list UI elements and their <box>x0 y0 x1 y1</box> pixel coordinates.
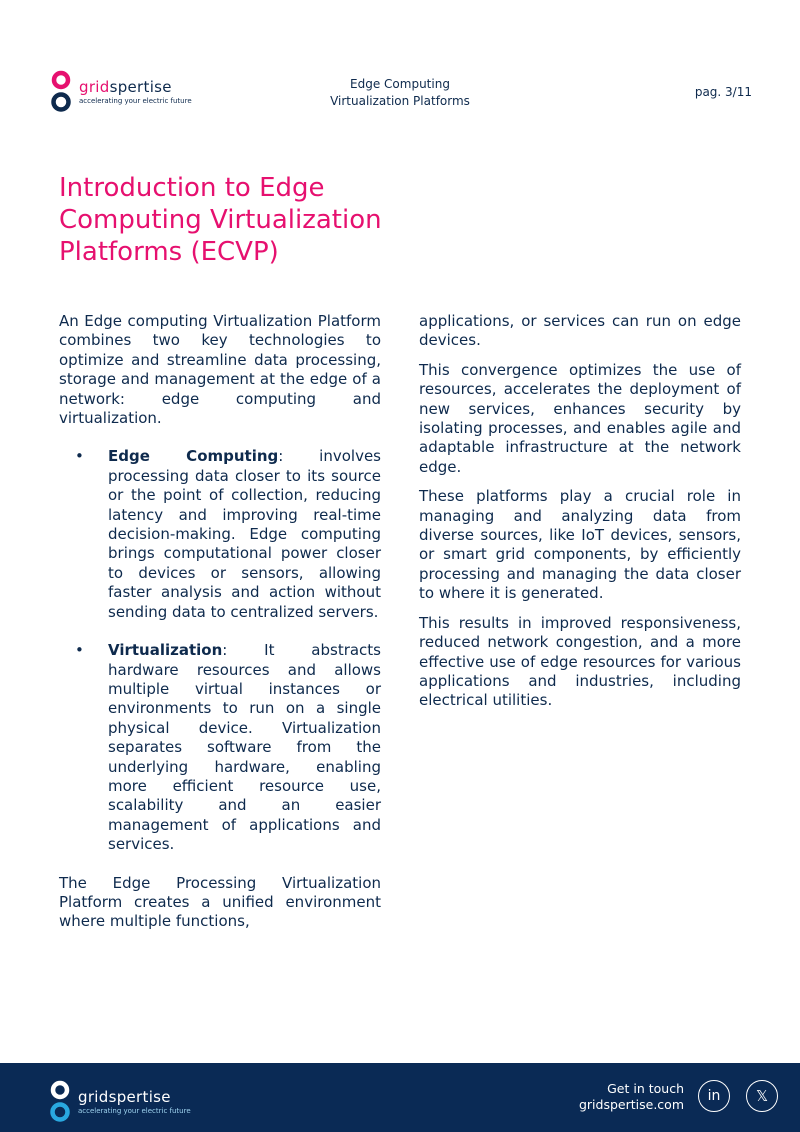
bullet-term: Virtualization <box>108 641 223 660</box>
linkedin-icon[interactable]: in <box>698 1080 730 1112</box>
document-title <box>300 76 500 110</box>
bullet-marker: • <box>75 641 84 660</box>
convergence-paragraph: This convergence optimizes the use of resources, accelerates the deployment of new services, enhances security by isolating processes, and enables agile and adaptable infrastructure at the network edge. <box>419 360 741 476</box>
footer-brand-logo[interactable] <box>50 1080 191 1124</box>
platforms-role-paragraph: These platforms play a crucial role in managing and analyzing data from diverse sources, like IoT devices, sensors, or smart grid components, by efficiently processing and managing the data closer to where it is generated. <box>419 487 741 603</box>
gridspertise-logo-icon <box>50 1080 70 1124</box>
brand-name: gridspertise <box>79 78 172 96</box>
page-footer <box>0 1063 800 1132</box>
brand-tagline: accelerating your electric future <box>79 97 192 105</box>
x-icon[interactable]: 𝕏 <box>746 1080 778 1112</box>
page-number: pag. 3/11 <box>694 85 752 99</box>
bullet-virtualization <box>59 641 381 854</box>
bullet-marker: • <box>75 447 84 466</box>
gridspertise-logo-icon <box>51 70 71 114</box>
definition-list <box>59 447 381 854</box>
continuation-paragraph: applications, or services can run on edge devices. <box>419 312 741 350</box>
bullet-text: : involves processing data closer to its source or the point of collection, reducing latency and improving real-time decision-making. Edge computing brings computational power closer to devices or sensors, allowing faster analysis and action without sending data to centralized servers. <box>108 447 381 621</box>
website-link[interactable]: gridspertise.com <box>578 1097 684 1112</box>
document-title-line-1: Edge Computing <box>350 77 450 91</box>
footer-brand-tagline: accelerating your electric future <box>78 1107 191 1115</box>
footer-brand-name: gridspertise <box>78 1088 171 1106</box>
results-paragraph: This results in improved responsiveness, reduced network congestion, and a more effective use of edge resources for various applications and industries, including electrical utilities. <box>419 613 741 710</box>
bullet-edge-computing <box>59 447 381 622</box>
intro-paragraph: An Edge computing Virtualization Platform combines two key technologies to optimize and streamline data processing, storage and management at the edge of a network: edge computing and virtualization. <box>59 312 381 428</box>
closing-paragraph: The Edge Processing Virtualization Platform creates a unified environment where multiple functions, <box>59 873 381 931</box>
bullet-term: Edge Computing <box>108 447 279 466</box>
bullet-text: : It abstracts hardware resources and allows multiple virtual instances or environments to run on a single physical device. Virtualization separates software from the underlying hardware, enabling more efficient resource use, scalability and an easier management of applications and services. <box>108 641 381 854</box>
page-title: Introduction to Edge Computing Virtualization Platforms (ECVP) <box>59 173 382 267</box>
document-title-line-2: Virtualization Platforms <box>330 94 470 108</box>
page-header <box>0 0 800 130</box>
contact-label: Get in touch <box>607 1081 684 1096</box>
left-column <box>59 312 381 942</box>
right-column <box>419 312 741 721</box>
brand-logo[interactable] <box>51 70 192 114</box>
contact-block <box>560 1081 684 1113</box>
